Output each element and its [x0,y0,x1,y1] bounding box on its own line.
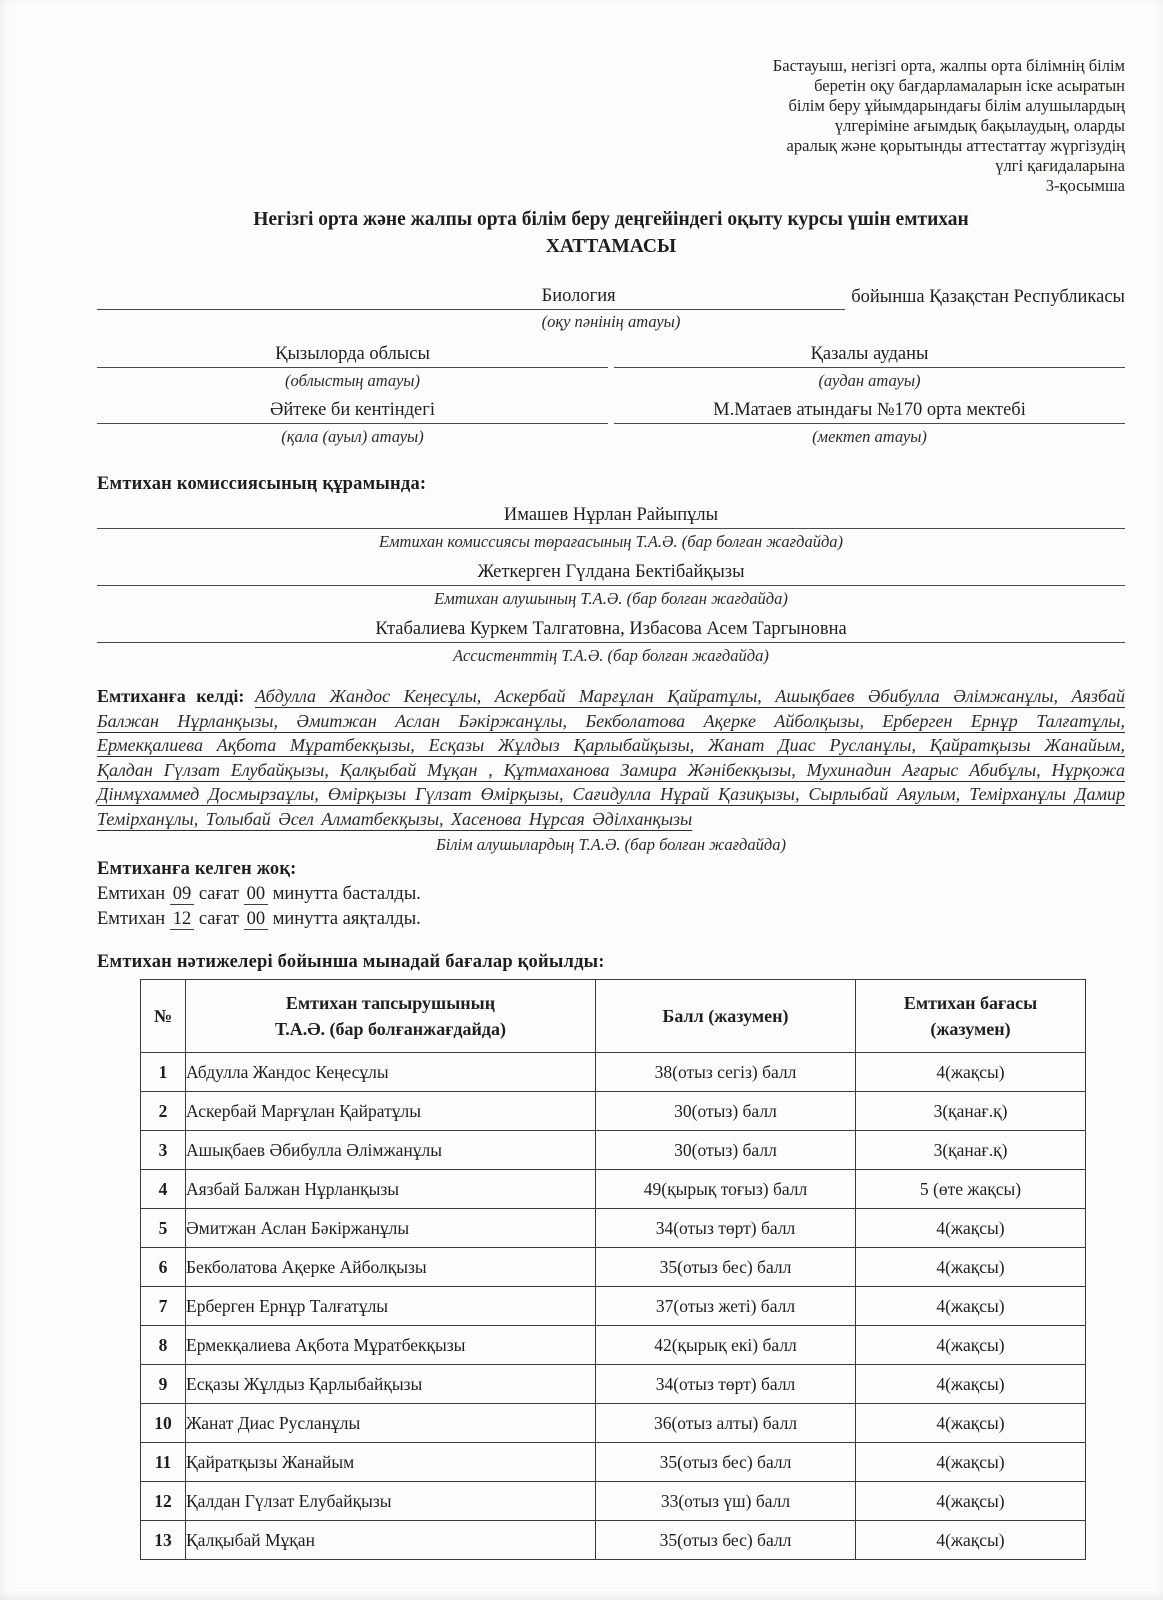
grade-cell: 4(жақсы) [856,1482,1086,1521]
student-name-cell: Қайратқызы Жанайым [186,1443,596,1482]
grade-cell: 4(жақсы) [856,1287,1086,1326]
start-mid: сағат [198,884,239,904]
score-cell: 35(отыз бес) балл [596,1443,856,1482]
end-minute: 00 [244,909,269,930]
table-row [141,1131,1086,1170]
score-cell: 34(отыз төрт) балл [596,1365,856,1404]
grade-cell: 5 (өте жақсы) [856,1170,1086,1209]
assistants-names: Ктабалиева Куркем Талгатовна, Избасова Асем Таргыновна [97,619,1125,643]
col-header-grade-line2: (жазумен) [930,1019,1011,1039]
score-cell: 37(отыз жеті) балл [596,1287,856,1326]
results-table-body [141,1053,1086,1560]
end-suffix: минутта аяқталды. [272,909,421,929]
score-cell: 33(отыз үш) балл [596,1482,856,1521]
start-minute: 00 [244,884,269,905]
grade-cell: 3(қанағ.қ) [856,1131,1086,1170]
grade-cell: 4(жақсы) [856,1365,1086,1404]
grade-cell: 4(жақсы) [856,1053,1086,1092]
col-header-name-line2: Т.А.Ә. (бар болғанжағдайда) [275,1019,506,1039]
settlement-caption: (қала (ауыл) атауы) [281,427,424,446]
score-cell: 34(отыз төрт) балл [596,1209,856,1248]
table-row [141,1209,1086,1248]
district-caption: (аудан атауы) [818,371,921,390]
end-hour: 12 [170,909,195,930]
student-name-cell: Аскербай Марғұлан Қайратұлы [186,1092,596,1131]
attendees-label: Емтиханға келді: [97,686,245,706]
assistants-caption: Ассистенттің Т.А.Ә. (бар болған жағдайда) [453,646,769,665]
table-row [141,1326,1086,1365]
table-row [141,1443,1086,1482]
subject-value: Биология [541,286,616,306]
table-row [141,1170,1086,1209]
row-number: 5 [141,1209,186,1248]
col-header-grade-line1: Емтихан бағасы [903,993,1038,1013]
results-table-header [141,980,1086,1053]
score-cell: 35(отыз бес) балл [596,1521,856,1560]
absent-label: Емтиханға келген жоқ: [97,859,297,879]
student-name-cell: Есқазы Жұлдыз Қарлыбайқызы [186,1365,596,1404]
score-cell: 30(отыз) балл [596,1092,856,1131]
preamble-line: үлгі қағидаларына [995,156,1125,175]
col-header-score: Балл (жазумен) [596,980,856,1053]
school-field: М.Матаев атындағы №170 орта мектебі [614,394,1125,424]
score-cell: 30(отыз) балл [596,1131,856,1170]
col-header-number: № [141,980,186,1053]
grade-cell: 4(жақсы) [856,1248,1086,1287]
examiner-block [97,562,1125,609]
row-number: 4 [141,1170,186,1209]
assistants-block [97,619,1125,666]
results-table [140,979,1086,1560]
grade-cell: 4(жақсы) [856,1443,1086,1482]
row-number: 6 [141,1248,186,1287]
table-row [141,1053,1086,1092]
student-name-cell: Аязбай Балжан Нұрланқызы [186,1170,596,1209]
table-row [141,1521,1086,1560]
examiner-caption: Емтихан алушының Т.А.Ә. (бар болған жағдайда) [434,589,788,608]
subject-field [97,286,845,310]
table-row [141,1404,1086,1443]
table-row [141,1092,1086,1131]
start-prefix: Емтихан [97,884,166,904]
preamble-line: беретін оқу бағдарламаларын іске асыратын [814,76,1125,95]
col-header-name [186,980,596,1053]
attendees-caption: Білім алушылардың Т.А.Ә. (бар болған жағдайда) [436,835,786,854]
score-cell: 42(қырық екі) балл [596,1326,856,1365]
student-name-cell: Бекболатова Ақерке Айболқызы [186,1248,596,1287]
row-number: 3 [141,1131,186,1170]
commission-chair-block [97,505,1125,552]
end-prefix: Емтихан [97,909,166,929]
student-name-cell: Қалдан Гүлзат Елубайқызы [186,1482,596,1521]
row-number: 8 [141,1326,186,1365]
location-fields [97,338,1125,450]
document-title [97,206,1125,260]
subject-field-row [97,286,1125,310]
table-row [141,1482,1086,1521]
grade-cell: 4(жақсы) [856,1326,1086,1365]
table-row [141,1287,1086,1326]
student-name-cell: Жанат Диас Русланұлы [186,1404,596,1443]
student-name-cell: Ашықбаев Әбибулла Әлімжанұлы [186,1131,596,1170]
row-number: 11 [141,1443,186,1482]
score-cell: 49(қырық тоғыз) балл [596,1170,856,1209]
grade-cell: 4(жақсы) [856,1404,1086,1443]
attendees-names: Абдулла Жандос Кеңесұлы, Аскербай Марғұлан Қайратұлы, Ашықбаев Әбибулла Әлімжанұлы, Аязбай Балжан Нұрланқызы, Әмитжан Аслан Бәкіржанұлы, Бекболатова Ақерке Айболқызы, Ерберген Ернұр Талғатұлы, Ермекқалиева Ақбота Мұратбекқызы, Есқазы Жұлдыз Қарлыбайқызы, Жанат Диас Русланұлы, Қайратқызы Жанайым, Қалдан Гүлзат Елубайқызы, Қалқыбай Мұқан , Құтмаханова Замира Жәнібекқызы, Мухинадин Ағарыс Абибұлы, Нұрқожа Дінмұхаммед Досмырзаұлы, Өмірқызы Гүлзат Өмірқызы, Сағидулла Нұрай Қазиқызы, Сырлыбай Аяулым, Темірханұлы Дамир Темірханұлы, Толыбай Әсел Алматбекқызы, Хасенова Нұрсая Әділханқызы [97,686,1125,829]
row-number: 2 [141,1092,186,1131]
start-suffix: минутта басталды. [272,884,421,904]
score-cell: 35(отыз бес) балл [596,1248,856,1287]
score-cell: 38(отыз сегіз) балл [596,1053,856,1092]
settlement-field: Әйтеке би кентіндегі [97,394,608,424]
region-field: Қызылорда облысы [97,338,608,368]
commission-heading: Емтихан комиссиясының құрамында: [97,474,427,494]
row-number: 13 [141,1521,186,1560]
commission-chair-name: Имашев Нұрлан Райыпұлы [97,505,1125,529]
row-number: 12 [141,1482,186,1521]
commission-chair-caption: Емтихан комиссиясы төрағасының Т.А.Ә. (бар болған жағдайда) [378,532,844,551]
row-number: 10 [141,1404,186,1443]
student-name-cell: Ермекқалиева Ақбота Мұратбекқызы [186,1326,596,1365]
row-number: 9 [141,1365,186,1404]
region-caption: (облыстың атауы) [285,371,420,390]
student-name-cell: Абдулла Жандос Кеңесұлы [186,1053,596,1092]
results-heading: Емтихан нәтижелері бойынша мынадай бағалар қойылды: [97,952,605,972]
student-name-cell: Ерберген Ернұр Талғатұлы [186,1287,596,1326]
examiner-name: Жеткерген Гүлдана Бектібайқызы [97,562,1125,586]
start-hour: 09 [170,884,195,905]
title-line-2: ХАТТАМАСЫ [545,236,677,257]
preamble-line: 3-қосымша [1045,176,1125,195]
end-mid: сағат [198,909,239,929]
subject-caption: (оқу пәнінің атауы) [541,312,681,331]
preamble-line: білім беру ұйымдарындағы білім алушылардың [788,96,1125,115]
col-header-name-line1: Емтихан тапсырушының [285,993,496,1013]
score-cell: 36(отыз алты) балл [596,1404,856,1443]
table-row [141,1248,1086,1287]
exam-start-line [97,883,1125,905]
preamble-line: үлгеріміне ағымдық бақылаудың, оларды [834,116,1125,135]
table-row [141,1365,1086,1404]
grade-cell: 3(қанағ.қ) [856,1092,1086,1131]
student-name-cell: Қалқыбай Мұқан [186,1521,596,1560]
attendees-paragraph [97,684,1125,831]
student-name-cell: Әмитжан Аслан Бәкіржанұлы [186,1209,596,1248]
district-field: Қазалы ауданы [614,338,1125,368]
preamble-line: Бастауыш, негізгі орта, жалпы орта білімнің білім [772,56,1125,75]
col-header-grade [856,980,1086,1053]
school-caption: (мектеп атауы) [812,427,927,446]
row-number: 7 [141,1287,186,1326]
subject-suffix: бойынша Қазақстан Республикасы [851,287,1125,307]
title-line-1: Негізгі орта және жалпы орта білім беру деңгейіндегі оқыту курсы үшін емтихан [253,209,969,230]
grade-cell: 4(жақсы) [856,1521,1086,1560]
row-number: 1 [141,1053,186,1092]
preamble-line: аралық және қорытынды аттестаттау жүргізудің [786,136,1125,155]
grade-cell: 4(жақсы) [856,1209,1086,1248]
exam-end-line [97,908,1125,930]
appendix-reference-block [665,56,1125,196]
